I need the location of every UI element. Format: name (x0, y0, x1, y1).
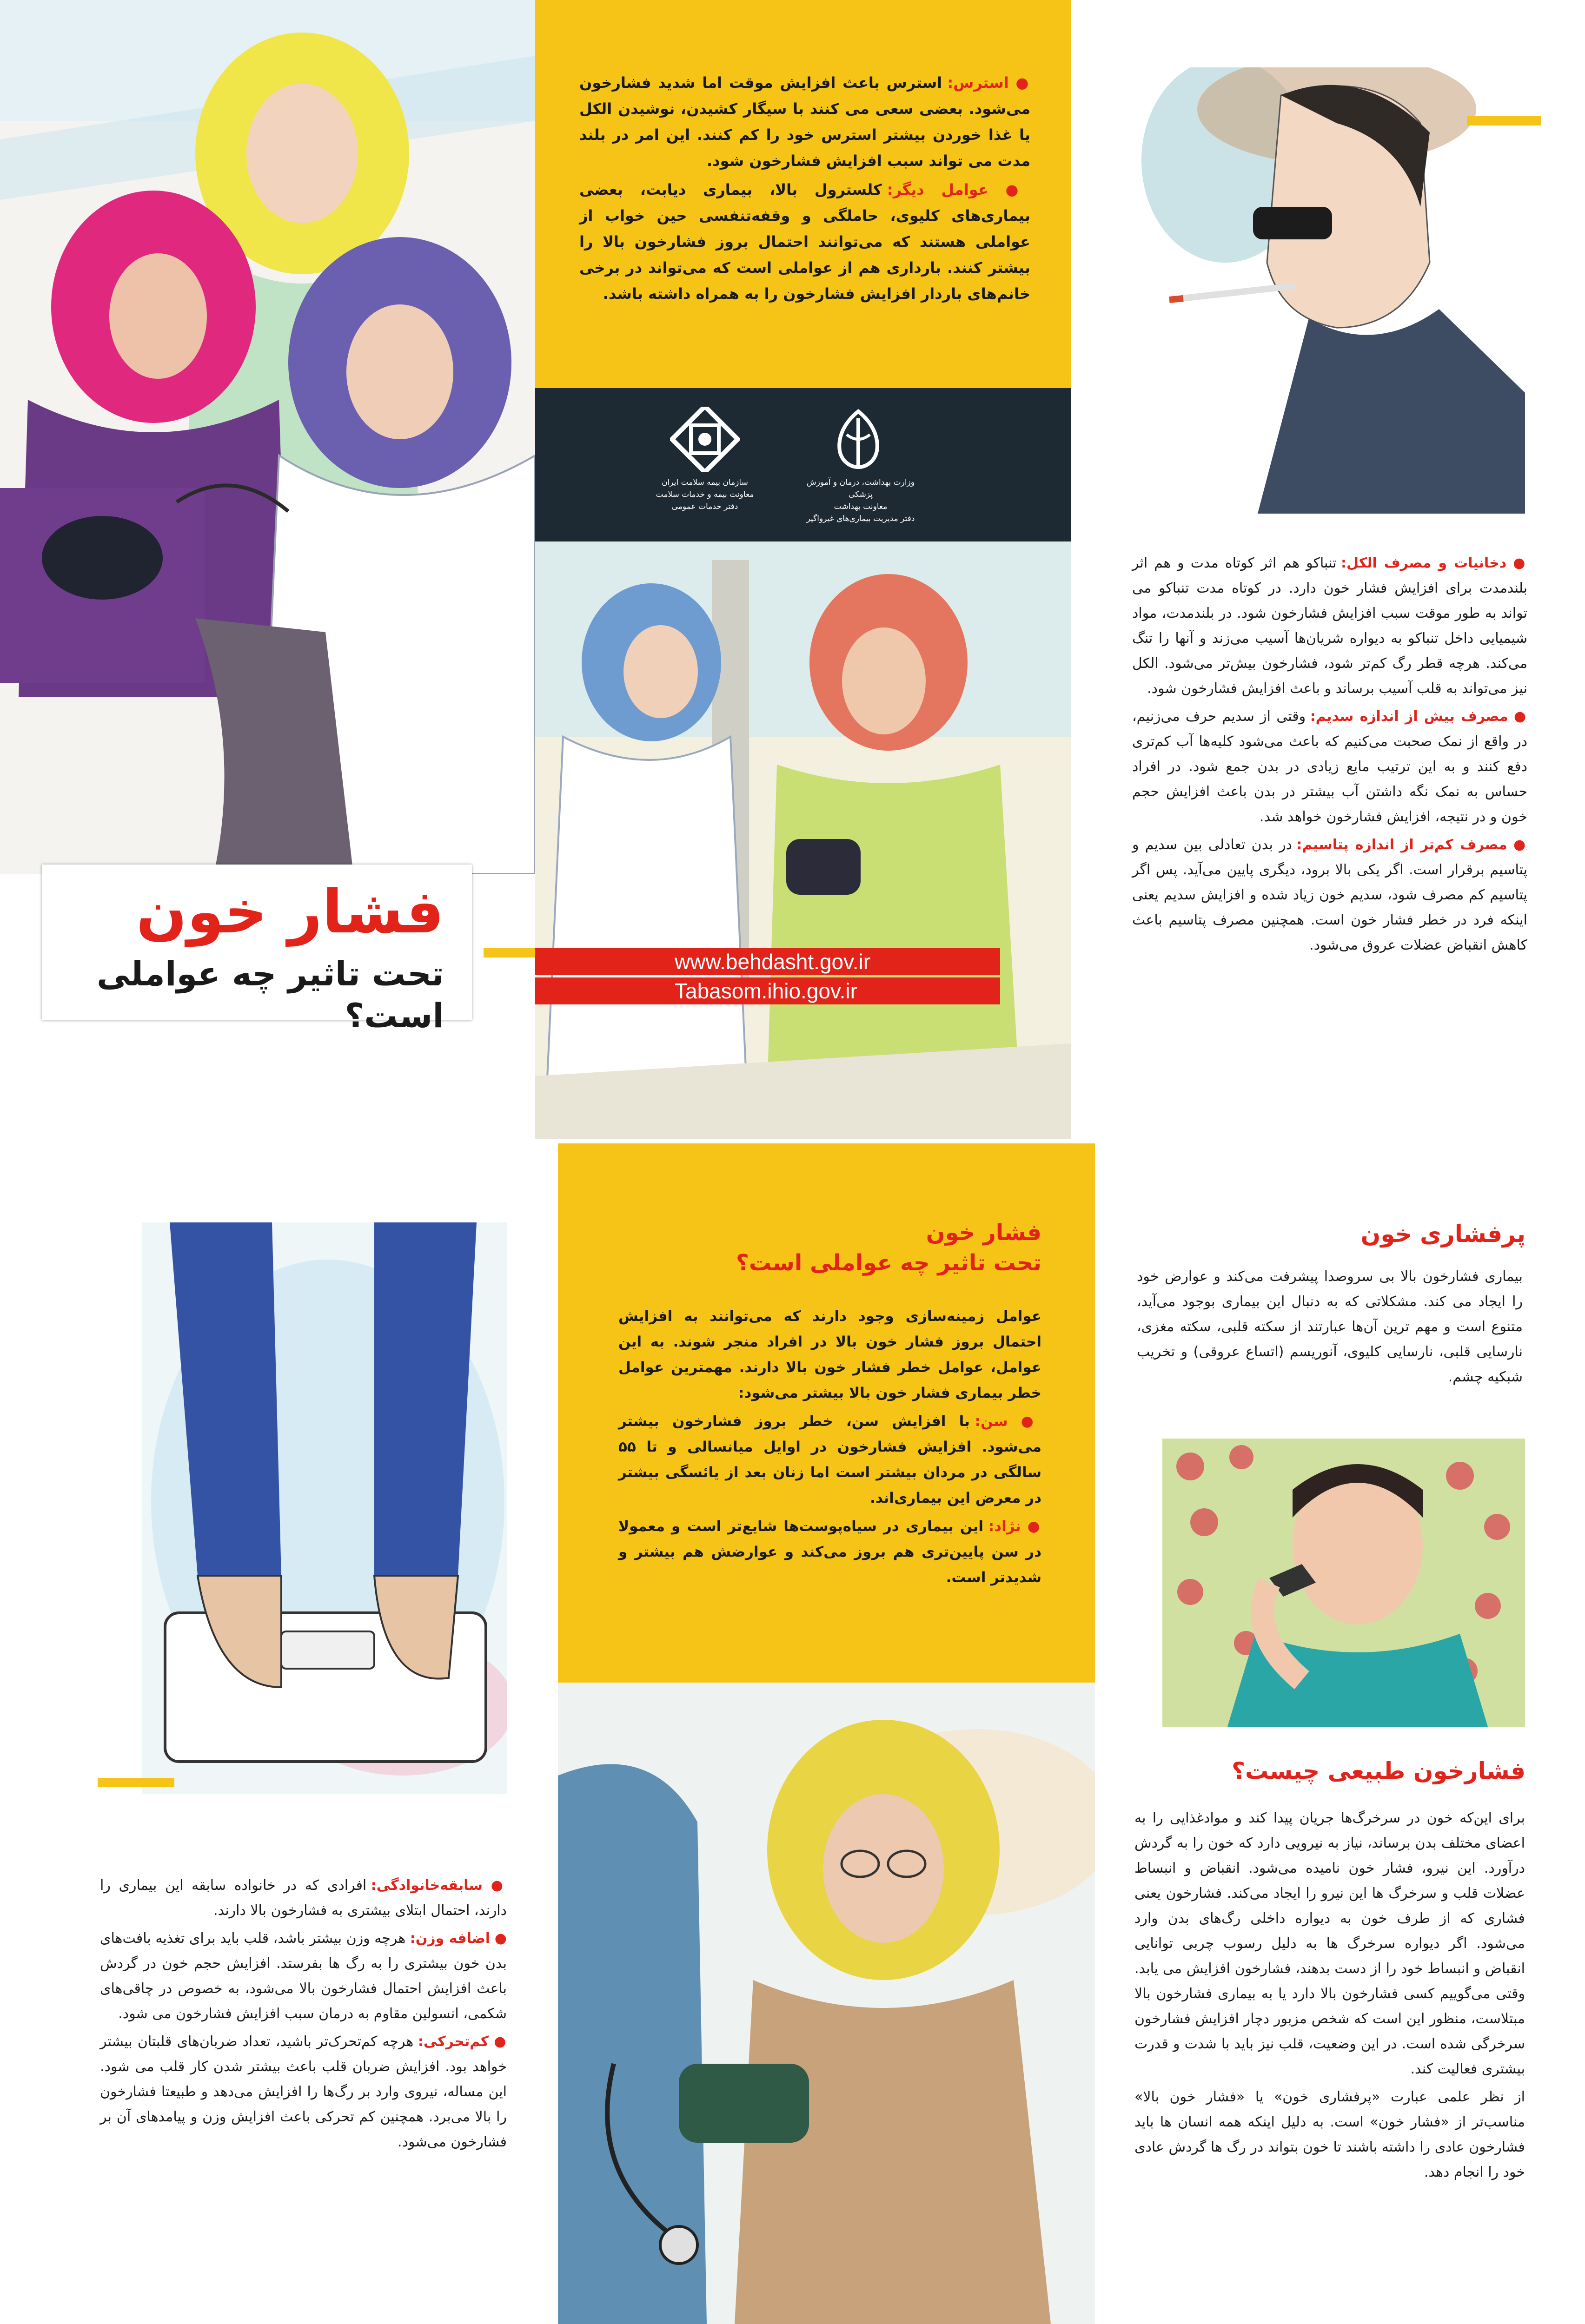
hypertension-text: بیماری فشارخون بالا بی سروصدا پیشرفت می‌کند و عوارض خود را ایجاد می کند. مشکلاتی که به دنبال این بیماری بوجود می‌آید، متنوع است و مهم ترین آن‌ها عبارتند از سکته قلبی، سکته مغزی، نارسایی قلبی، نارسایی کلیوی، آنوریسم (اتساع عروقی) و تخریب شبکیه چشم. (1137, 1268, 1523, 1385)
cover-title: فشار خون (136, 878, 444, 947)
website-behdasht[interactable]: www.behdasht.gov.ir (675, 950, 871, 974)
iran-emblem-icon (819, 407, 898, 472)
scale-accent-bar (98, 1778, 174, 1787)
nurse-illustration (535, 541, 1071, 1139)
stress-text (579, 70, 1030, 310)
hypertension-title: پرفشاری خون (1360, 1221, 1525, 1248)
web-band-1 (535, 948, 1000, 975)
normal-bp-paragraph-1: برای این‌که خون در سرخرگ‌ها جریان پیدا کند و موادغذایی را به اعضای مختلف بدن برساند، نیاز به نیرویی دارد که خون را به گردش درآورد. این نیرو، فشار خون نامیده می‌شود. انقباض و انبساط عضلات قلب و سرخرگ ها این نیرو را ایجاد می‌کند. فشارخون یعنی فشاری که از طرف خون به دیواره داخلی رگ‌های بدن وارد می‌شود. اگر دیواره سرخرگ ها به دلیل رسوب چربی توانایی انقباض و انبساط خود را از دست بدهند، فشارخون افزایش می یابد. وقتی می‌گوییم کسی فشارخون بالا دارد یا به بیماری فشارخون بالا مبتلاست، منظور این است که شخص مزبور دچار افزایش فشارخون سرخرگی شده است. در این وضعیت، قلب نیز باید با شدت و قدرت بیشتری فعالیت کند. (1134, 1810, 1525, 2077)
website-tabasom[interactable]: Tabasom.ihio.gov.ir (675, 979, 857, 1003)
inactivity-item: ● کم‌تحرکی: هرچه کم‌تحرک‌تر باشید، تعداد ضربان‌های قلبتان بیشتر خواهد بود. افزایش ضربان قلب باعث بیشتر شدن کار قلب می شود. این مساله، نیروی وارد بر رگ‌ها را افزایش می‌دهد و طبیعتا فشارخون را بالا می‌برد. همچنین کم تحرکی باعث افزایش وزن و پیامدهای آن بر فشارخون می‌شود. (100, 2034, 507, 2150)
tobacco-item: ● دخانیات و مصرف الکل: تنباکو هم اثر کوتاه مدت و هم اثر بلندمدت برای افزایش فشار خون دارد. در کوتاه مدت تنباکو می تواند به طور موقت سبب افزایش فشارخون شود. در بلندمدت، مواد شیمیایی داخل تنباکو به دیواره شریان‌ها آسیب می‌زند و آنها را تنگ می‌کند. هرچه قطر رگ کم‌تر شود، فشارخون بیش‌تر می‌شود. الکل نیز می‌تواند به قلب آسیب برساند و باعث افزایش فشارخون شود. (1132, 555, 1527, 697)
sodium-item: ● مصرف بیش از اندازه سدیم: وقتی از سدیم حرف می‌زنیم، در واقع از نمک صحبت می‌کنیم که باعث می‌شود کلیه‌ها آب کم‌تری دفع کنند و به این ترتیب مایع زیادی در بدن جمع شود. در افراد حساس به نمک نگه داشتن آب بیشتر در بدن باعث افزایش حجم خون و در نتیجه، افزایش فشارخون خواهد شد. (1132, 708, 1527, 825)
factors-title-2: تحت تاثیر چه عواملی است؟ (736, 1250, 1041, 1276)
cover-illustration (0, 0, 535, 874)
factors-panel (558, 1143, 1095, 1683)
stress-panel (535, 0, 1071, 388)
headache-man-illustration (1162, 1439, 1525, 1727)
family-text (100, 1873, 507, 2158)
smoking-text (1132, 551, 1527, 961)
smoking-man-illustration (1141, 67, 1525, 514)
normal-bp-text (1134, 1806, 1525, 2188)
family-history-item: ● سابقه‌خانوادگی: افرادی که در خانواده سابقه این بیماری را دارند، احتمال ابتلای بیشتری به فشارخون بالا دارند. (100, 1877, 507, 1919)
age-item: ● سن: با افزایش سن، خطر بروز فشارخون بیشتر می‌شود. افزایش فشارخون در اوایل میانسالی و تا ۵۵ سالگی در مردان بیشتر است اما زنان بعد از یائسگی بیشتر در معرض این بیماری‌اند. (618, 1413, 1041, 1506)
stress-item: ● استرس: استرس باعث افزایش موقت اما شدید فشارخون می‌شود. بعضی سعی می کنند با سیگار کشیدن، نوشیدن الکل یا غذا خوردن بیشتر استرس خود را کم کنند. این امر در بلند مدت می تواند سبب افزایش فشارخون شود. (579, 74, 1030, 170)
ministry-logo-text: وزارت بهداشت، درمان و آموزش پزشکی معاونت بهداشت دفتر مدیریت بیماری‌های غیرواگیر (806, 478, 915, 523)
elderly-woman-illustration (558, 1683, 1095, 2324)
logo-band (535, 388, 1071, 541)
cover-subtitle: تحت تاثیر چه عواملی است؟ (97, 954, 444, 1035)
factors-title-1: فشار خون (926, 1220, 1041, 1246)
smoking-accent-bar (1467, 116, 1541, 125)
overweight-item: ● اضافه وزن: هرچه وزن بیشتر باشد، قلب باید برای تغذیه بافت‌های بدن خون بیشتری را به رگ ها بفرستد. افزایش حجم خون در گردش باعث افزایش احتمال فشارخون بالا می‌شود، به خصوص در چاقی‌های شکمی، انسولین مقاوم به درمان سبب افزایش فشارخون می شود. (100, 1930, 507, 2022)
factors-intro: عوامل زمینه‌سازی وجود دارند که می‌توانند به افزایش احتمال بروز فشار خون بالا در افراد منجر شوند. به این عوامل، عوامل خطر فشار خون بالا دارند. مهمترین عوامل خطر بیماری فشار خون بالا بیشتر می‌شود: (618, 1308, 1041, 1401)
cover-title-card (42, 865, 472, 1035)
scale-illustration (142, 1222, 507, 1794)
insurance-logo-text: سازمان بیمه سلامت ایران معاونت بیمه و خدمات سلامت دفتر خدمات عمومی (656, 478, 754, 511)
normal-bp-title: فشارخون طبیعی چیست؟ (1231, 1757, 1525, 1784)
other-factors-item: ● عوامل دیگر: کلسترول بالا، بیماری دیابت، بعضی بیماری‌های کلیوی، حاملگی و وقفه‌تنفسی حین خواب از عواملی هستند که می‌توانند احتمال بروز فشارخون بالا را بیشتر کنند. بارداری هم از عواملی است که می‌تواند در برخی خانم‌های باردار افزایش فشارخون را به همراه داشته باشد. (579, 181, 1031, 303)
race-item: ● نژاد: این بیماری در سیاه‌پوست‌ها شایع‌تر است و معمولا در سن پایین‌تری هم بروز می‌کند و عوارضش هم بیشتر و شدیدتر است. (618, 1518, 1042, 1586)
normal-bp-paragraph-2: از نظر علمی عبارت «پرفشاری خون» یا «فشار خون بالا» مناسب‌تر از «فشار خون» است. به دلیل اینکه همه انسان ها باید فشارخون عادی را داشته باشند تا خون بتواند در رگ ها گردش عادی خود را انجام دهد. (1134, 2089, 1525, 2180)
web-band-2 (535, 977, 1000, 1004)
potassium-item: ● مصرف کم‌تر از اندازه پتاسیم: در بدن تعادلی بین سدیم و پتاسیم برقرار است. اگر یکی بالا برود، دیگری پایین می‌آید. پس اگر پتاسیم کم مصرف شود، سدیم خون زیاد شده و افزایش سدیم یعنی اینکه فرد در خطر فشار خون است. همچنین مصرف پتاسیم باعث کاهش انقباض عضلات عروق می‌شود. (1132, 837, 1527, 953)
ihio-logo-icon (670, 407, 740, 472)
factors-text (618, 1304, 1041, 1593)
cover-accent-bar (484, 948, 536, 957)
